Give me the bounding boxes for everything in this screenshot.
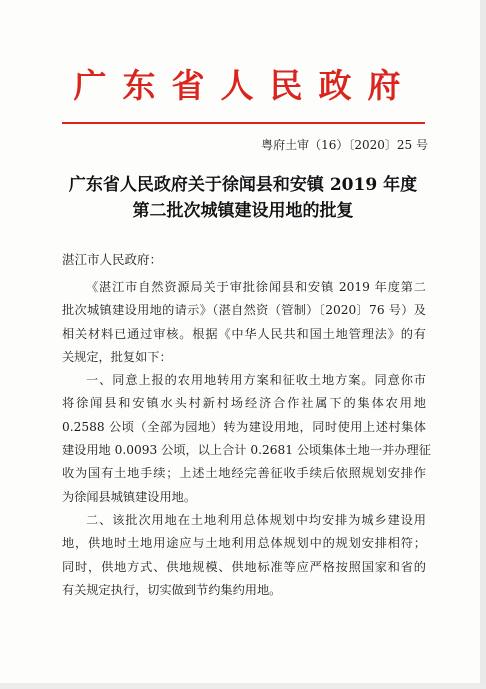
body-line: 二、该批次用地在土地利用总体规划中均安排为城乡建设用 <box>86 512 426 527</box>
page-edge-right <box>480 0 486 689</box>
body-line: 为徐闻县城镇建设用地。 <box>62 489 197 504</box>
issuer-header: 广东省人民政府 <box>73 66 417 105</box>
body-line: 关规定，批复如下： <box>62 349 172 364</box>
title-line: 广东省人民政府关于徐闻县和安镇 2019 年度 <box>68 175 418 195</box>
body-line: 有关规定执行，切实做到节约集约用地。 <box>62 582 282 597</box>
title-line: 第二批次城镇建设用地的批复 <box>132 201 354 221</box>
body-line: 相关材料已通过审核。根据《中华人民共和国土地管理法》的有 <box>62 326 426 341</box>
body-line: 批次城镇建设用地的请示》（湛自然资（管制）〔2020〕76 号）及 <box>62 303 426 318</box>
page-edge-bottom <box>0 683 486 689</box>
body-line: 收为国有土地手续；上述土地经完善征收手续后依照规划安排作 <box>62 466 426 481</box>
body-line: 一、同意上报的农用地转用方案和征收土地方案。同意你市 <box>86 373 426 388</box>
addressee: 湛江市人民政府： <box>62 252 163 267</box>
body-line: 建设用地 0.0093 公顷，以上合计 0.2681 公顷集体土地一并办理征 <box>62 443 431 458</box>
body-line: 将徐闻县和安镇水头村新村场经济合作社属下的集体农用地 <box>62 396 426 411</box>
document-title <box>50 172 436 224</box>
document-body <box>62 276 431 602</box>
body-line: 《湛江市自然资源局关于审批徐闻县和安镇 2019 年度第二 <box>86 280 426 294</box>
body-line: 0.2588 公顷（全部为园地）转为建设用地，同时使用上述村集体 <box>62 419 426 434</box>
body-line: 同时，供地方式、供地规模、供地标准等应严格按照国家和省的 <box>62 559 426 574</box>
red-separator-line <box>62 122 425 124</box>
document-number: 粤府土审（16）〔2020〕25 号 <box>261 138 428 152</box>
body-line: 地，供地时土地用途应与土地利用总体规划中的规划安排相符； <box>62 536 426 551</box>
